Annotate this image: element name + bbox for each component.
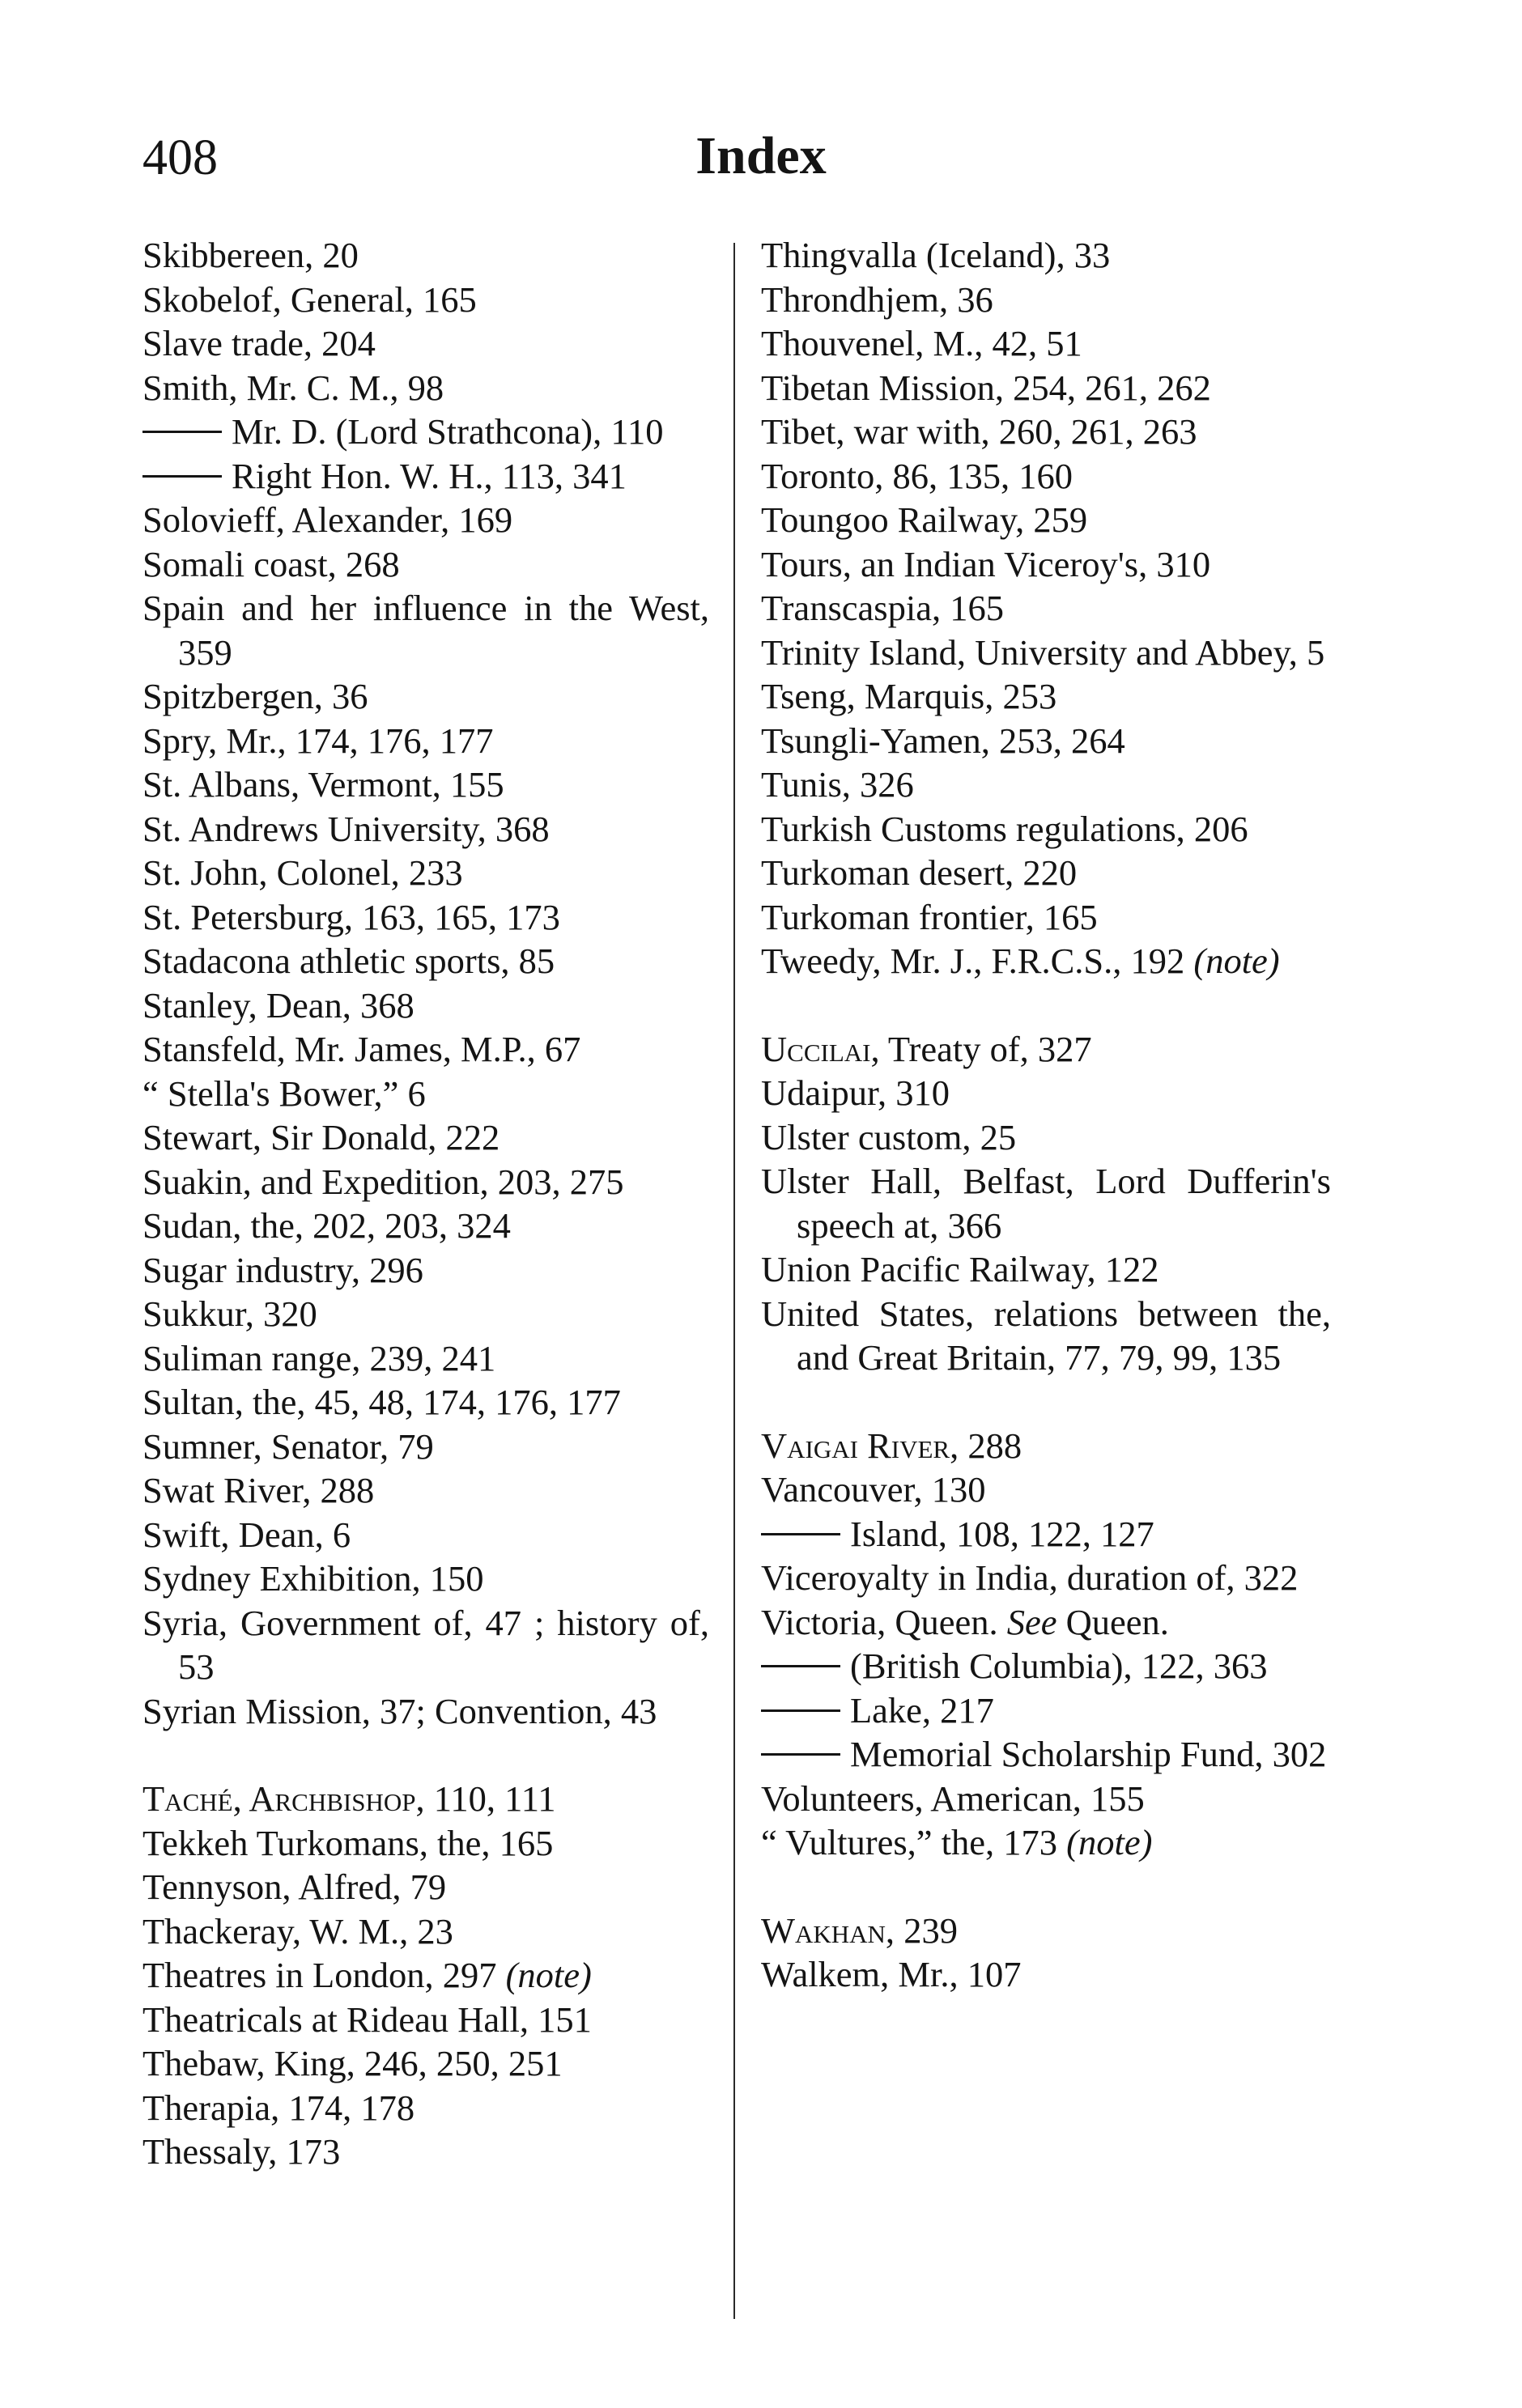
entry-text: 110, 111 xyxy=(424,1778,556,1819)
index-entry xyxy=(142,762,709,807)
entry-text: (British Columbia), 122, 363 xyxy=(850,1646,1268,1686)
index-entry xyxy=(142,1115,709,1160)
index-entry xyxy=(142,278,709,322)
index-entry xyxy=(142,1777,709,1821)
entry-italic: (note) xyxy=(1066,1822,1153,1862)
index-entry xyxy=(142,1865,709,1909)
entry-text: St. Andrews University, 368 xyxy=(142,808,550,849)
entry-text: United States, relations between the, and Great Britain, 77, 79, 99, 135 xyxy=(761,1293,1331,1378)
index-entry xyxy=(761,762,1331,807)
entry-text: Skobelof, General, 165 xyxy=(142,278,477,320)
entry-text: Spain and her influence in the West, 359 xyxy=(142,588,709,673)
index-entry xyxy=(142,895,709,940)
index-entry xyxy=(142,498,709,542)
entry-text: Memorial Scholarship Fund, 302 xyxy=(850,1734,1327,1774)
index-entry xyxy=(761,1159,1331,1247)
entry-text: Skibbereen, 20 xyxy=(142,235,359,275)
index-entry xyxy=(142,1072,709,1116)
entry-text: Stanley, Dean, 368 xyxy=(142,984,415,1026)
entry-text: Sultan, the, 45, 48, 174, 176, 177 xyxy=(142,1382,621,1422)
index-entry xyxy=(761,939,1331,983)
column-divider xyxy=(733,243,735,2319)
index-entry xyxy=(761,1777,1331,1821)
entry-text: Suliman range, 239, 241 xyxy=(142,1337,496,1378)
entry-text: Tennyson, Alfred, 79 xyxy=(142,1867,447,1907)
entry-text: Trinity Island, University and Abbey, 5 xyxy=(761,631,1325,673)
ditto-dash xyxy=(761,1709,840,1712)
entry-text: Theatricals at Rideau Hall, 151 xyxy=(142,1998,592,2040)
index-entry xyxy=(142,542,709,587)
index-entry xyxy=(142,1953,709,1998)
entry-text: Thouvenel, M., 42, 51 xyxy=(761,323,1082,363)
index-entry xyxy=(142,1425,709,1469)
entry-text: Swift, Dean, 6 xyxy=(142,1514,351,1555)
entry-text: Smith, Mr. C. M., 98 xyxy=(142,367,444,408)
index-entry xyxy=(142,983,709,1028)
index-subentry xyxy=(761,1644,1331,1688)
index-entry xyxy=(761,1247,1331,1292)
entry-text: Tours, an Indian Viceroy's, 310 xyxy=(761,543,1211,584)
entry-text: Tsungli-Yamen, 253, 264 xyxy=(761,720,1125,761)
section-lead-word: Vaigai River, xyxy=(761,1425,959,1466)
letter-section-gap xyxy=(142,1733,709,1777)
index-entry xyxy=(761,631,1331,675)
index-column-left xyxy=(142,233,709,2174)
entry-text: Throndhjem, 36 xyxy=(761,278,993,320)
letter-section-gap xyxy=(761,1380,1331,1424)
letter-section-gap xyxy=(761,1865,1331,1909)
entry-text: Suakin, and Expedition, 203, 275 xyxy=(142,1161,624,1202)
entry-text: Tseng, Marquis, 253 xyxy=(761,676,1057,716)
entry-text: Viceroyalty in India, duration of, 322 xyxy=(761,1557,1299,1598)
entry-text: Mr. D. (Lord Strathcona), 110 xyxy=(232,411,664,452)
index-entry xyxy=(142,1292,709,1336)
entry-text: Sukkur, 320 xyxy=(142,1293,317,1334)
index-entry xyxy=(761,321,1331,366)
entry-text: Lake, 217 xyxy=(850,1689,994,1731)
index-entry xyxy=(142,851,709,895)
entry-text: Toronto, 86, 135, 160 xyxy=(761,455,1073,496)
ditto-dash xyxy=(142,475,222,478)
entry-text: Transcaspia, 165 xyxy=(761,588,1004,628)
index-entry xyxy=(142,1248,709,1293)
entry-text: Vancouver, 130 xyxy=(761,1469,986,1510)
entry-text: Ulster custom, 25 xyxy=(761,1116,1017,1157)
entry-text: Spry, Mr., 174, 176, 177 xyxy=(142,720,494,761)
index-entry xyxy=(142,586,709,674)
index-entry xyxy=(142,1160,709,1204)
entry-text: St. Albans, Vermont, 155 xyxy=(142,764,504,805)
index-entry xyxy=(142,1909,709,1954)
index-subentry xyxy=(142,410,709,454)
entry-text: St. Petersburg, 163, 165, 173 xyxy=(142,896,560,937)
index-entry xyxy=(142,1821,709,1866)
entry-text: Slave trade, 204 xyxy=(142,323,376,363)
index-entry xyxy=(761,1115,1331,1160)
index-entry xyxy=(761,719,1331,763)
index-subentry xyxy=(761,1732,1331,1777)
entry-text: “ Stella's Bower,” 6 xyxy=(142,1072,426,1114)
entry-text: Stewart, Sir Donald, 222 xyxy=(142,1117,500,1157)
index-entry xyxy=(142,1336,709,1381)
index-entry xyxy=(142,1689,709,1734)
letter-section-gap xyxy=(761,983,1331,1027)
entry-text: Thessaly, 173 xyxy=(142,2131,341,2172)
index-entry xyxy=(142,321,709,366)
index-entry xyxy=(761,278,1331,322)
ditto-dash xyxy=(761,1665,840,1667)
index-subentry xyxy=(142,454,709,499)
index-entry xyxy=(142,1556,709,1601)
index-entry xyxy=(761,586,1331,631)
index-entry xyxy=(142,939,709,983)
entry-text: Udaipur, 310 xyxy=(761,1072,950,1113)
index-entry xyxy=(761,1952,1331,1997)
index-entry xyxy=(142,1513,709,1557)
section-lead-word: Taché, Archbishop, xyxy=(142,1778,425,1819)
entry-text: Therapia, 174, 178 xyxy=(142,2087,415,2128)
entry-text: Thingvalla (Iceland), 33 xyxy=(761,235,1111,275)
index-entry xyxy=(142,719,709,763)
entry-text: Turkish Customs regulations, 206 xyxy=(761,808,1248,849)
index-entry xyxy=(761,454,1331,499)
entry-text: St. John, Colonel, 233 xyxy=(142,852,463,893)
entry-text: Right Hon. W. H., 113, 341 xyxy=(232,455,627,496)
entry-text: Tibet, war with, 260, 261, 263 xyxy=(761,411,1197,452)
entry-text: Union Pacific Railway, 122 xyxy=(761,1249,1159,1289)
index-entry xyxy=(761,542,1331,587)
index-subentry xyxy=(761,1512,1331,1556)
index-entry xyxy=(142,807,709,852)
index-entry xyxy=(142,2041,709,2086)
page-title: Index xyxy=(695,126,827,185)
entry-text: Tibetan Mission, 254, 261, 262 xyxy=(761,367,1211,408)
entry-text: Stadacona athletic sports, 85 xyxy=(142,941,555,981)
entry-text: Thebaw, King, 246, 250, 251 xyxy=(142,2043,563,2083)
entry-italic: (note) xyxy=(1193,941,1280,981)
index-entry xyxy=(761,498,1331,542)
entry-text: Somali coast, 268 xyxy=(142,543,400,584)
section-lead-word: Uccilai, xyxy=(761,1028,880,1069)
index-entry xyxy=(142,1027,709,1072)
index-subentry xyxy=(761,1688,1331,1733)
entry-text: Syria, Government of, 47 ; history of, 53 xyxy=(142,1602,709,1687)
index-entry xyxy=(761,1600,1331,1645)
index-entry xyxy=(142,1601,709,1689)
index-entry xyxy=(142,1468,709,1513)
index-entry xyxy=(142,2130,709,2174)
index-entry xyxy=(142,1380,709,1425)
index-entry xyxy=(761,1909,1331,1953)
entry-text: Ulster Hall, Belfast, Lord Dufferin's speech at, 366 xyxy=(761,1161,1331,1246)
entry-text: Tunis, 326 xyxy=(761,764,914,805)
index-entry xyxy=(761,1027,1331,1072)
entry-text: Turkoman frontier, 165 xyxy=(761,896,1098,937)
index-entry xyxy=(761,674,1331,719)
ditto-dash xyxy=(142,431,222,433)
ditto-dash xyxy=(761,1753,840,1756)
index-entry xyxy=(761,410,1331,454)
index-entry xyxy=(761,1556,1331,1600)
entry-text: Volunteers, American, 155 xyxy=(761,1777,1145,1819)
index-entry xyxy=(761,233,1331,278)
entry-text: Treaty of, 327 xyxy=(879,1028,1092,1069)
entry-text: Toungoo Railway, 259 xyxy=(761,499,1088,540)
index-entry xyxy=(142,1204,709,1248)
entry-text: Spitzbergen, 36 xyxy=(142,676,368,716)
entry-text: Thackeray, W. M., 23 xyxy=(142,1910,453,1951)
entry-text: 288 xyxy=(959,1425,1022,1466)
entry-italic: See xyxy=(1006,1601,1057,1642)
entry-text: Sydney Exhibition, 150 xyxy=(142,1558,484,1599)
entry-text: Tekkeh Turkomans, the, 165 xyxy=(142,1822,554,1863)
entry-text: Island, 108, 122, 127 xyxy=(850,1513,1154,1554)
entry-text: Stansfeld, Mr. James, M.P., 67 xyxy=(142,1029,581,1069)
index-column-right xyxy=(761,233,1331,1997)
page-number: 408 xyxy=(142,130,218,185)
entry-text: Syrian Mission, 37; Convention, 43 xyxy=(142,1690,657,1731)
index-entry xyxy=(761,1467,1331,1512)
entry-text: Turkoman desert, 220 xyxy=(761,852,1078,893)
entry-italic: (note) xyxy=(505,1955,592,1995)
entry-text: Swat River, 288 xyxy=(142,1470,375,1510)
index-entry xyxy=(761,807,1331,852)
index-entry xyxy=(142,2086,709,2130)
entry-text: Sudan, the, 202, 203, 324 xyxy=(142,1205,511,1246)
index-entry xyxy=(761,366,1331,410)
index-entry xyxy=(761,851,1331,895)
index-entry xyxy=(142,233,709,278)
entry-text: Sugar industry, 296 xyxy=(142,1249,423,1290)
index-entry xyxy=(761,1292,1331,1380)
ditto-dash xyxy=(761,1533,840,1535)
index-entry xyxy=(761,1424,1331,1468)
index-entry xyxy=(142,366,709,410)
index-entry xyxy=(142,674,709,719)
entry-text: Theatres in London, 297 xyxy=(142,1955,506,1995)
entry-text: 239 xyxy=(895,1909,958,1951)
entry-text: Tweedy, Mr. J., F.R.C.S., 192 xyxy=(761,941,1194,981)
index-entry xyxy=(761,895,1331,940)
entry-text: “ Vultures,” the, 173 xyxy=(761,1822,1067,1862)
index-entry xyxy=(761,1820,1331,1865)
entry-text: Sumner, Senator, 79 xyxy=(142,1425,434,1467)
section-lead-word: Wakhan, xyxy=(761,1909,895,1951)
index-entry xyxy=(761,1071,1331,1115)
entry-text-after: Queen. xyxy=(1056,1601,1169,1642)
entry-text: Walkem, Mr., 107 xyxy=(761,1954,1022,1994)
entry-text: Solovieff, Alexander, 169 xyxy=(142,499,513,540)
entry-text: Victoria, Queen. xyxy=(761,1601,1007,1642)
index-entry xyxy=(142,1998,709,2042)
